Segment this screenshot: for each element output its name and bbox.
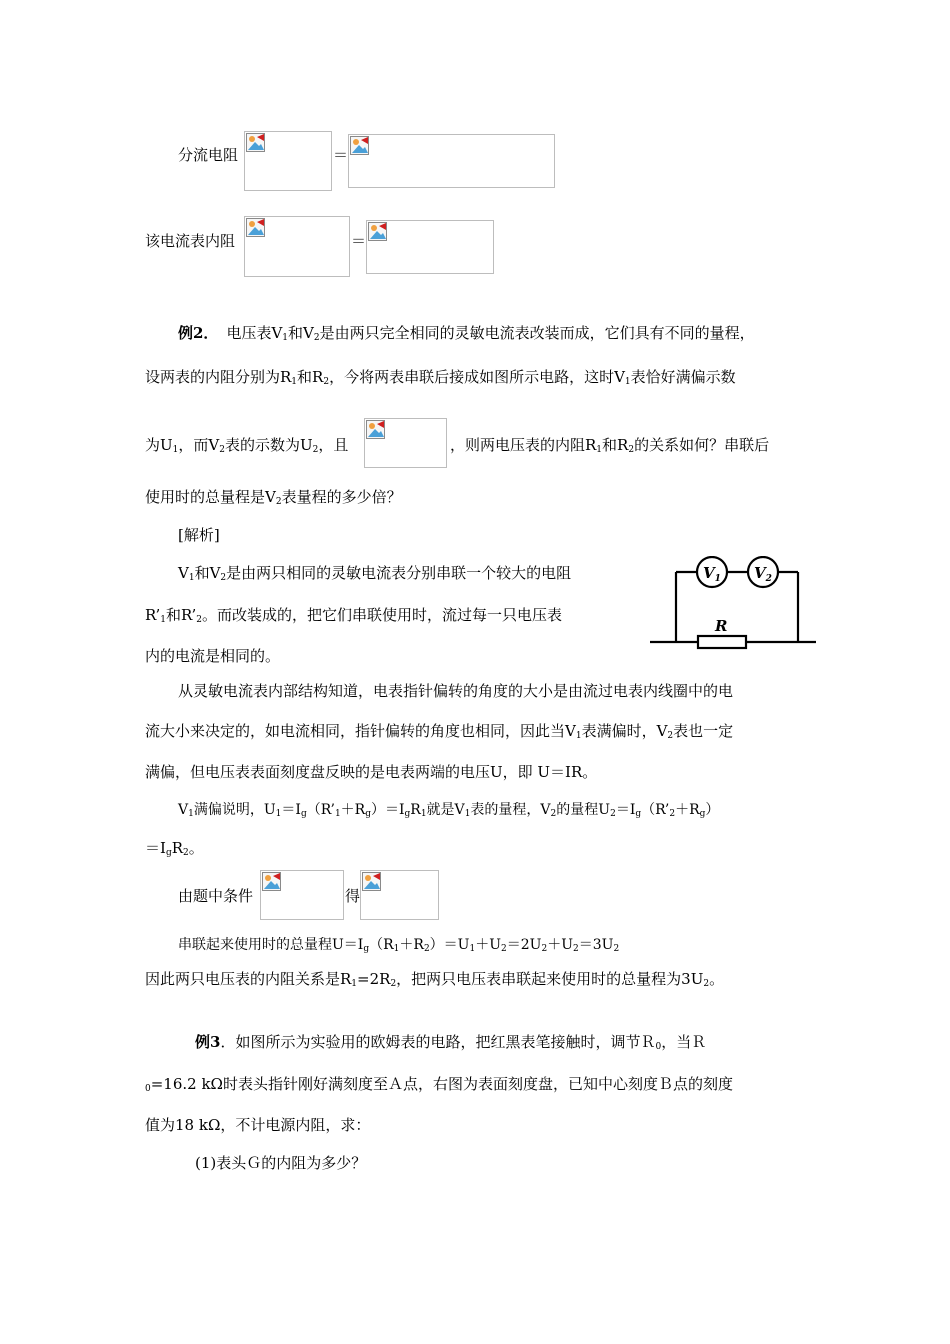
equals-sign: ＝ <box>351 232 367 250</box>
example-2-line-3: 为U1，而V2表的示数为U2，且 <box>145 436 349 455</box>
example-3-line-3: 值为18 kΩ，不计电源内阻，求： <box>145 1116 371 1134</box>
broken-image-icon <box>350 136 370 156</box>
circuit-diagram <box>648 556 818 652</box>
analysis-heading: [解析] <box>178 526 220 544</box>
formula-image <box>366 220 494 274</box>
fullscale-line-1: V1满偏说明，U1＝Ig（R’1＋Rg）＝IgR1就是V1表的量程，V2的量程U2＝Ig（R’2＋Rg） <box>178 802 720 819</box>
formula-image <box>260 870 344 920</box>
total-range-line: 串联起来使用时的总量程U＝Ig（R1＋R2）＝U1＋U2＝2U2＋U2＝3U2 <box>178 937 620 954</box>
conclusion-line: 因此两只电压表的内阻关系是R1=2R2，把两只电压表串联起来使用时的总量程为3U2。 <box>145 970 725 989</box>
analysis-line-1: V1和V2是由两只相同的灵敏电流表分别串联一个较大的电阻 <box>178 564 572 583</box>
equals-sign: ＝ <box>333 146 349 164</box>
example-2-line-1: 例2． 电压表V1和V2是由两只完全相同的灵敏电流表改装而成，它们具有不同的量程， <box>178 324 755 343</box>
formula-image <box>348 134 555 188</box>
voltmeter-v2-label: $V_2$ <box>754 564 772 584</box>
resistor-symbol <box>698 636 746 648</box>
example-3-line-1: 例3．如图所示为实验用的欧姆表的电路，把红黑表笔接触时，调节Ｒ0，当Ｒ <box>195 1033 707 1052</box>
example-3-line-2: 0=16.2 kΩ时表头指针刚好满刻度至Ａ点，右图为表面刻度盘，已知中心刻度Ｂ点的刻度 <box>145 1075 733 1094</box>
analysis-line-3: 内的电流是相同的。 <box>145 647 281 665</box>
resistor-label: R <box>715 617 728 635</box>
example-2-line-4: 使用时的总量程是V2表量程的多少倍？ <box>145 488 402 507</box>
broken-image-icon <box>262 872 282 892</box>
structure-line-3: 满偏，但电压表表面刻度盘反映的是电表两端的电压U，即 U＝IR。 <box>145 763 598 781</box>
formula-image <box>244 216 350 277</box>
formula-image <box>360 870 439 920</box>
condition-line: 由题中条件 <box>178 887 254 905</box>
example-2-line-3b: ，则两电压表的内阻R1和R2的关系如何？串联后 <box>450 436 770 455</box>
broken-image-icon <box>366 420 386 440</box>
shunt-resistance-line: 分流电阻 <box>178 146 239 164</box>
formula-image <box>244 131 332 191</box>
formula-image <box>364 418 447 468</box>
broken-image-icon <box>246 218 266 238</box>
fullscale-line-2: ＝IgR2。 <box>145 839 204 858</box>
analysis-line-2: R’1和R’2。而改装成的，把它们串联使用时，流过每一只电压表 <box>145 606 562 625</box>
ammeter-resistance-line: 该电流表内阻 <box>145 232 236 250</box>
example-2-line-2: 设两表的内阻分别为R1和R2，今将两表串联后接成如图所示电路，这时V1表恰好满偏示数 <box>145 368 736 387</box>
broken-image-icon <box>362 872 382 892</box>
structure-line-1: 从灵敏电流表内部结构知道，电表指针偏转的角度的大小是由流过电表内线圈中的电 <box>178 682 734 700</box>
voltmeter-v1-label: $V_1$ <box>703 564 721 584</box>
condition-line-de: 得 <box>345 887 361 905</box>
broken-image-icon <box>368 222 388 242</box>
example-3-question-1: (1)表头Ｇ的内阻为多少？ <box>195 1154 367 1172</box>
structure-line-2: 流大小来决定的，如电流相同，指针偏转的角度也相同，因此当V1表满偏时，V2表也一定 <box>145 722 734 741</box>
broken-image-icon <box>246 133 266 153</box>
